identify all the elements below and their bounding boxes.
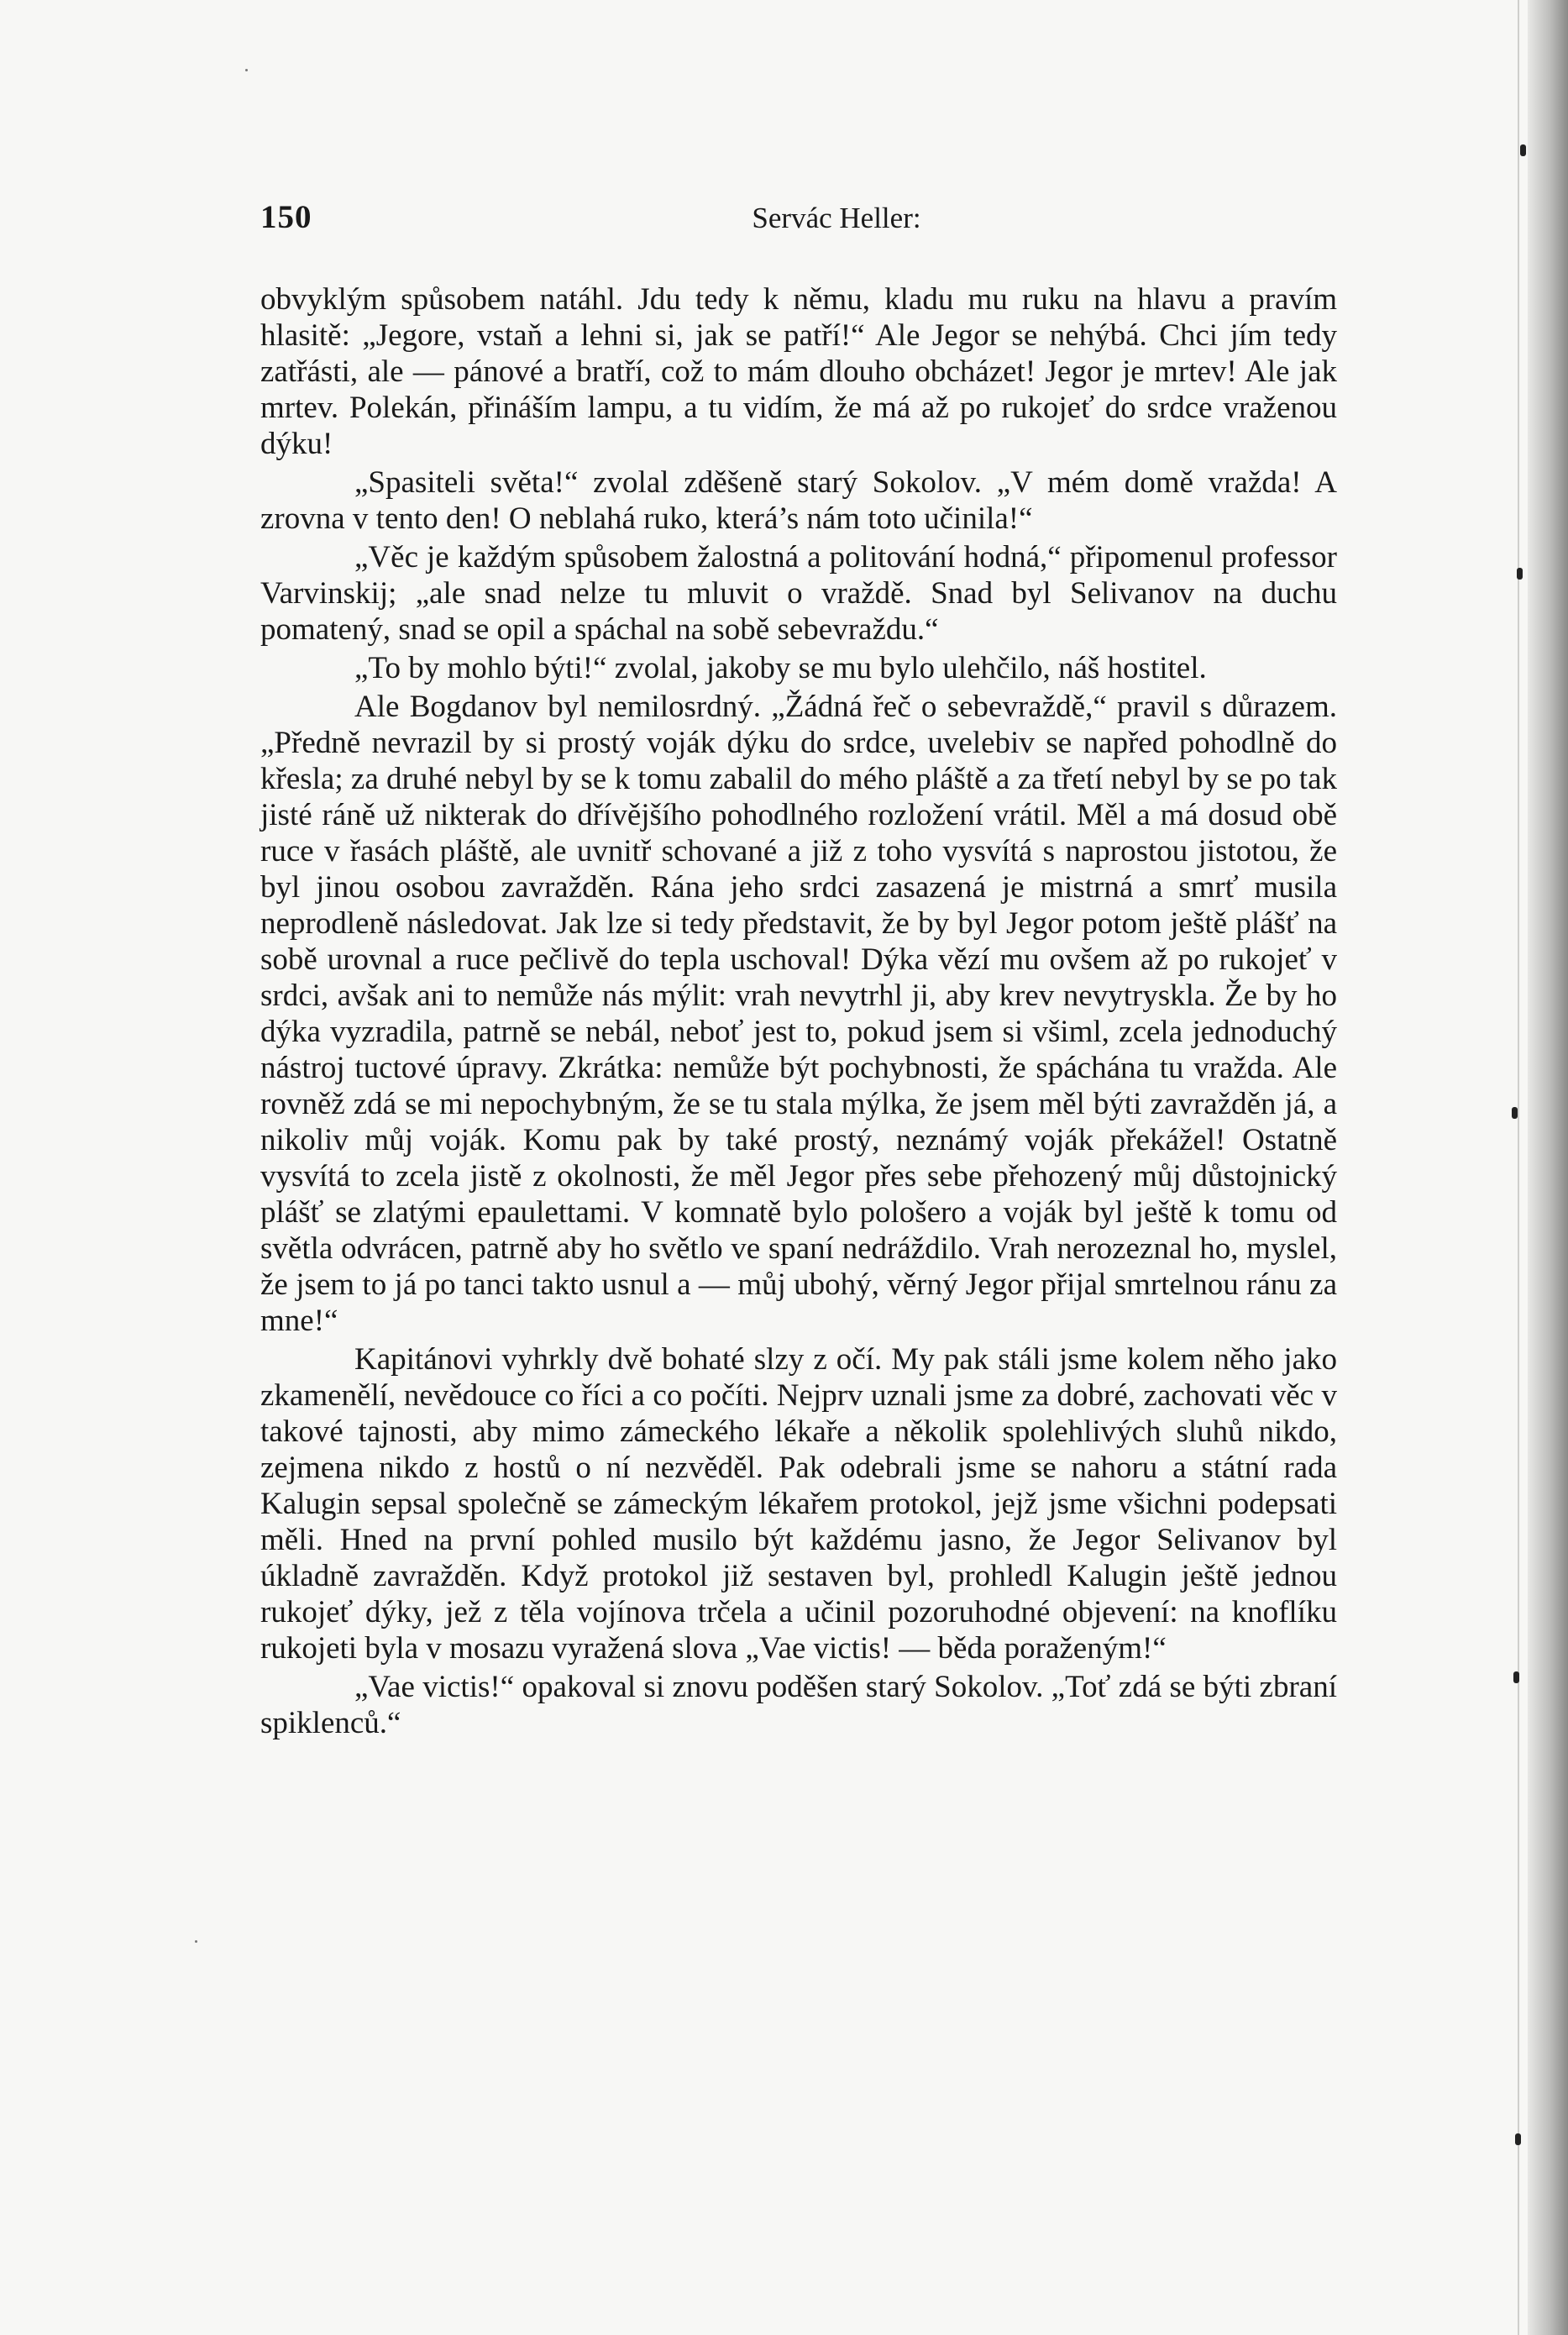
margin-mark <box>1520 144 1526 156</box>
margin-mark <box>1517 568 1523 580</box>
page-number: 150 <box>260 199 312 235</box>
margin-mark <box>1513 1671 1519 1683</box>
paragraph: „Vae victis!“ opakoval si znovu poděšen starý Sokolov. „Toť zdá se býti zbraní spiklenců.“ <box>260 1670 1337 1740</box>
paragraph: „Spasiteli světa!“ zvolal zděšeně starý Sokolov. „V mém domě vražda! A zrovna v tento den! O neblahá ruko, která’s nám toto učinila!“ <box>260 465 1337 536</box>
page-edge-line <box>1518 0 1519 2335</box>
paper-speck <box>195 1940 197 1943</box>
margin-mark <box>1515 2133 1521 2145</box>
paragraph: obvyklým spůsobem natáhl. Jdu tedy k němu, kladu mu ruku na hlavu a pravím hlasitě: „Jegore, vstaň a lehni si, jak se patří!“ Ale Jegor se nehýbá. Chci jím tedy zatřásti, ale — pánové a bratří, což to mám dlouho obcházet! Jegor je mrtev! Ale jak mrtev. Polekán, přináším lampu, a tu vidím, že má až po rukojeť do srdce vraženou dýku! <box>260 282 1337 461</box>
margin-mark <box>1512 1107 1518 1119</box>
running-head: Servác Heller: <box>752 202 921 234</box>
paragraph: Ale Bogdanov byl nemilosrdný. „Žádná řeč o sebevraždě,“ pravil s důrazem. „Předně nevrazil by si prostý voják dýku do srdce, uvelebiv se napřed pohodlně do křesla; za druhé nebyl by se k tomu zabalil do mého pláště a za třetí nebyl by se po tak jisté ráně už nikterak do dřívějšího pohodlného rozložení vrátil. Měl a má dosud obě ruce v řasách pláště, ale uvnitř schované a již z toho vysvítá s naprostou jistotou, že byl jinou osobou zavražděn. Rána jeho srdci zasazená je mistrná a smrť musila neprodleně následovat. Jak lze si tedy představit, že by byl Jegor potom ještě plášť na sobě urovnal a ruce pečlivě do tepla uschoval! Dýka vězí mu ovšem až po rukojeť v srdci, avšak ani to nemůže nás mýlit: vrah nevytrhl ji, aby krev nevytryskla. Že by ho dýka vyzradila, patrně se nebál, neboť jest to, pokud jsem si všiml, zcela jednoduchý nástroj tuctové úpravy. Zkrátka: nemůže být pochybnosti, že spáchána tu vražda. Ale rovněž zdá se mi nepochybným, že se tu stala mýlka, že jsem měl býti zavražděn já, a nikoliv můj voják. Komu pak by také prostý, neznámý voják překážel! Ostatně vysvítá to zcela jistě z okolnosti, že měl Jegor přes sebe přehozený můj důstojnický plášť se zlatými epaulettami. V komnatě bylo pološero a voják byl ještě k tomu od světla odvrácen, patrně aby ho světlo ve spaní nedráždilo. Vrah nerozeznal ho, myslel, že jsem to já po tanci takto usnul a — můj ubohý, věrný Jegor přijal smrtelnou ránu za mne!“ <box>260 690 1337 1338</box>
body-text <box>260 281 1337 1744</box>
paragraph: „Věc je každým spůsobem žalostná a politování hodná,“ připomenul professor Varvinskij; „ale snad nelze tu mluvit o vraždě. Snad byl Selivanov na duchu pomatený, snad se opil a spáchal na sobě sebevraždu.“ <box>260 540 1337 647</box>
paragraph: Kapitánovi vyhrkly dvě bohaté slzy z očí. My pak stáli jsme kolem něho jako zkamenělí, nevědouce co říci a co počíti. Nejprv uznali jsme za dobré, zachovati věc v takové tajnosti, aby mimo zámeckého lékaře a několik spolehlivých sluhů nikdo, zejmena nikdo z hostů o ní nezvěděl. Pak odebrali jsme se nahoru a státní rada Kalugin sepsal společně se zámeckým lékařem protokol, jejž jsme všichni podepsati měli. Hned na první pohled musilo být každému jasno, že Jegor Selivanov byl úkladně zavražděn. Když protokol již sestaven byl, prohledl Kalugin ještě jednou rukojeť dýky, jež z těla vojínova trčela a učinil pozoruhodné objevení: na knoflíku rukojeti byla v mosazu vyražená slova „Vae victis! — běda poraženým!“ <box>260 1342 1337 1666</box>
paper-speck <box>245 69 248 71</box>
page-gutter-shadow <box>1528 0 1568 2335</box>
page-header <box>260 198 1337 249</box>
paragraph: „To by mohlo býti!“ zvolal, jakoby se mu bylo ulehčilo, náš hostitel. <box>354 651 1207 685</box>
